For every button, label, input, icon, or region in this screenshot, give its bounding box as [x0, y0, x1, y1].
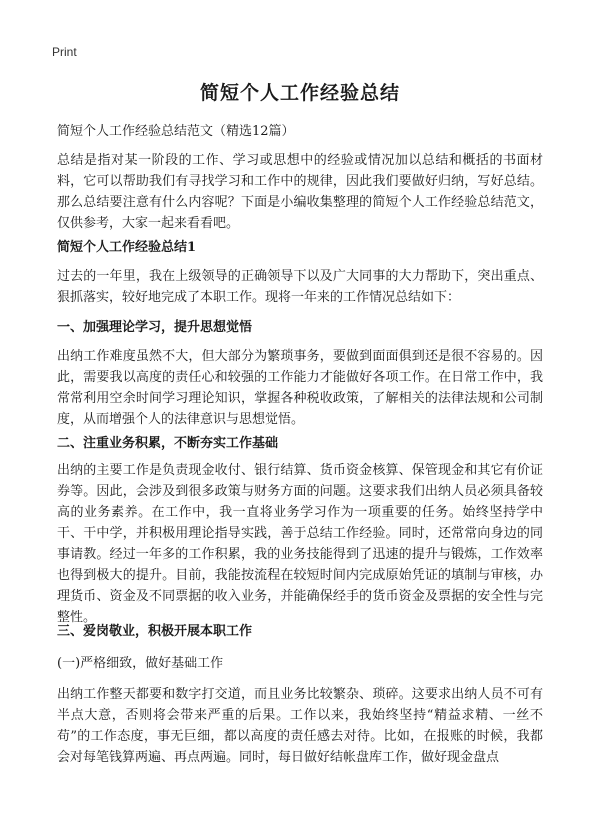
- paragraph-1: 出纳工作难度虽然不大，但大部分为繁琐事务，要做到面面俱到还是很不容易的。因此，需要我以高度的责任心和较强的工作能力才能做好各项工作。在日常工作中，我常常利用空余时间学习理论知识，掌握各种税收政策，了解相关的法律法规和公司制度，从而增强个人的法律意识与思想觉悟。: [57, 349, 543, 427]
- heading-1: 一、加强理论学习，提升思想觉悟: [57, 320, 253, 335]
- document-subtitle: 简短个人工作经验总结范文（精选12篇）: [57, 124, 295, 139]
- heading-2: 二、注重业务积累，不断夯实工作基础: [57, 436, 279, 451]
- subheading-1: (一)严格细致，做好基础工作: [57, 656, 224, 671]
- intro-paragraph: 总结是指对某一阶段的工作、学习或思想中的经验或情况加以总结和概括的书面材料，它可以帮助我们有寻找学习和工作中的规律，因此我们要做好归纳，写好总结。那么总结要注意有什么内容呢？下面是小编收集整理的简短个人工作经验总结范文，仅供参考，大家一起来看看吧。: [57, 153, 543, 231]
- paragraph-2: 出纳的主要工作是负责现金收付、银行结算、货币资金核算、保管现金和其它有价证券等。因此，会涉及到很多政策与财务方面的问题。这要求我们出纳人员必须具备较高的业务素养。在工作中，我一直将业务学习作为一项重要的任务。始终坚持学中干、干中学，并积极用理论指导实践，善于总结工作经验。同时，还常常向身边的同事请教。经过一年多的工作积累，我的业务技能得到了迅速的提升与锻炼，工作效率也得到极大的提升。目前，我能按流程在较短时间内完成原始凭证的填制与审核，办理货币、资金及不同票据的收入业务，并能确保经手的货币资金及票据的安全性与完整性。: [57, 463, 543, 625]
- document-title: 简短个人工作经验总结: [199, 82, 400, 104]
- heading-3: 三、爱岗敬业，积极开展本职工作: [57, 624, 253, 639]
- paragraph-3: 出纳工作整天都要和数字打交道，而且业务比较繁杂、琐碎。这要求出纳人员不可有半点大意，否则将会带来严重的后果。工作以来，我始终坚持“精益求精、一丝不苟”的工作态度，事无巨细，都以高度的责任感去对待。比如，在报账的时候，我都会对每笔钱算两遍、再点两遍。同时，每日做好结帐盘库工作，做好现金盘点: [57, 687, 543, 765]
- section-title: 简短个人工作经验总结1: [57, 240, 197, 255]
- print-label: Print: [52, 45, 77, 59]
- section-intro-paragraph: 过去的一年里，我在上级领导的正确领导下以及广大同事的大力帮助下，突出重点、狠抓落实，较好地完成了本职工作。现将一年来的工作情况总结如下：: [57, 269, 543, 305]
